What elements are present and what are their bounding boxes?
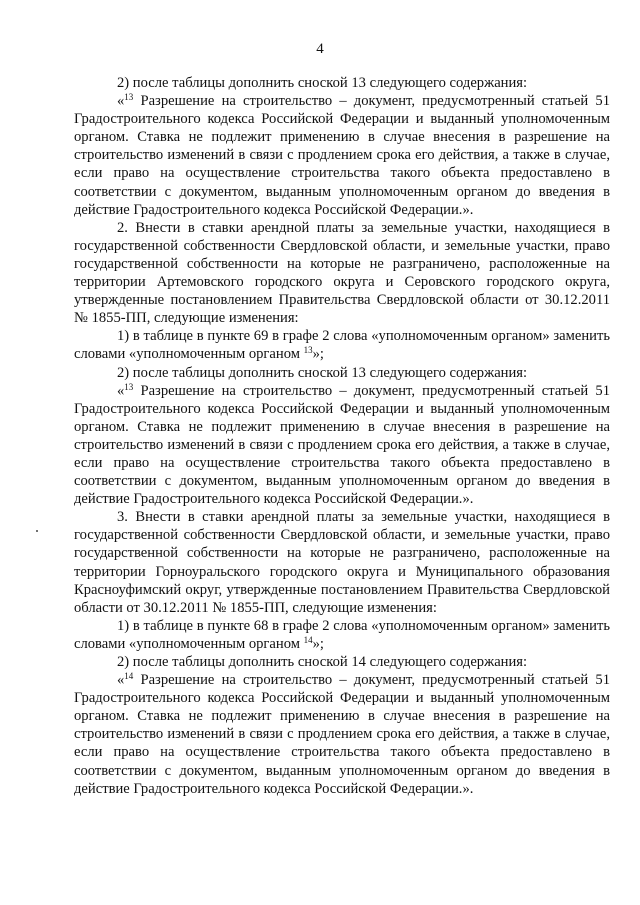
paragraph-subitem-1: 1) в таблице в пункте 69 в графе 2 слова «уполномоченным органом» заменить словами «уполномоченным органом $^{13}$»; xyxy=(74,328,610,363)
footnote-marker: 13 xyxy=(124,381,134,392)
footnote-marker: 13 xyxy=(303,345,313,356)
paragraph-footnote-intro: 2) после таблицы дополнить сноской 13 следующего содержания: xyxy=(117,364,528,381)
paragraph-footnote-intro: 2) после таблицы дополнить сноской 14 следующего содержания: xyxy=(117,654,528,670)
scan-speck xyxy=(36,530,38,532)
footnote-marker: 14 xyxy=(124,671,134,682)
paragraph-item-3: 3. Внести в ставки арендной платы за земельные участки, находящиеся в государственной собственности Свердловской области, и земельные участки, право государственной собственности на которые не разграничено, расположенные на территории Горноуральского городского округа и Муниципального образования Красноуфимский округ, утвержденные постановлением Правительства Свердловской области от 30.12.2011 № 1855-ПП, следующие изменения: xyxy=(74,509,610,616)
document-body xyxy=(74,74,610,798)
paragraph-footnote-text: «$^{13}$ Разрешение на строительство – документ, предусмотренный статьей 51 Градостроительного кодекса Российской Федерации и выданный уполномоченным органом. Ставка не подлежит применению в случае внесения в разрешение на строительство изменений в связи с продлением срока его действия, а также в случае, если право на осуществление строительства такого объекта предоставлено в соответствии с документом, выданным уполномоченным органом до введения в действие Градостроительного кодекса Российской Федерации.». xyxy=(74,381,610,508)
paragraph-footnote-intro: 2) после таблицы дополнить сноской 13 следующего содержания: xyxy=(117,75,528,91)
paragraph-subitem-1: 1) в таблице в пункте 68 в графе 2 слова «уполномоченным органом» заменить словами «уполномоченным органом $^{14}$»; xyxy=(74,617,610,652)
page-number: 4 xyxy=(316,41,324,57)
footnote-marker: 14 xyxy=(303,634,313,645)
paragraph-item-2: 2. Внести в ставки арендной платы за земельные участки, находящиеся в государственной собственности Свердловской области, и земельные участки, право государственной собственности на которые не разграничено, расположенные на территории Артемовского городского округа и Серовского городского округа, утвержденные постановлением Правительства Свердловской области от 30.12.2011 № 1855-ПП, следующие изменения: xyxy=(74,219,610,327)
paragraph-footnote-text: «$^{14}$ Разрешение на строительство – документ, предусмотренный статьей 51 Градостроительного кодекса Российской Федерации и выданный уполномоченным органом. Ставка не подлежит применению в случае внесения в разрешение на строительство изменений в связи с продлением срока его действия, а также в случае, если право на осуществление строительства такого объекта предоставлено в соответствии с документом, выданным уполномоченным органом до введения в действие Градостроительного кодекса Российской Федерации.». xyxy=(74,671,610,797)
footnote-marker: 13 xyxy=(124,92,134,103)
paragraph-footnote-text: «$^{13}$ Разрешение на строительство – документ, предусмотренный статьей 51 Градостроительного кодекса Российской Федерации и выданный уполномоченным органом. Ставка не подлежит применению в случае внесения в разрешение на строительство изменений в связи с продлением срока его действия, а также в случае, если право на осуществление строительства такого объекта предоставлено в соответствии с документом, выданным уполномоченным органом до введения в действие Градостроительного кодекса Российской Федерации.». xyxy=(74,92,610,218)
